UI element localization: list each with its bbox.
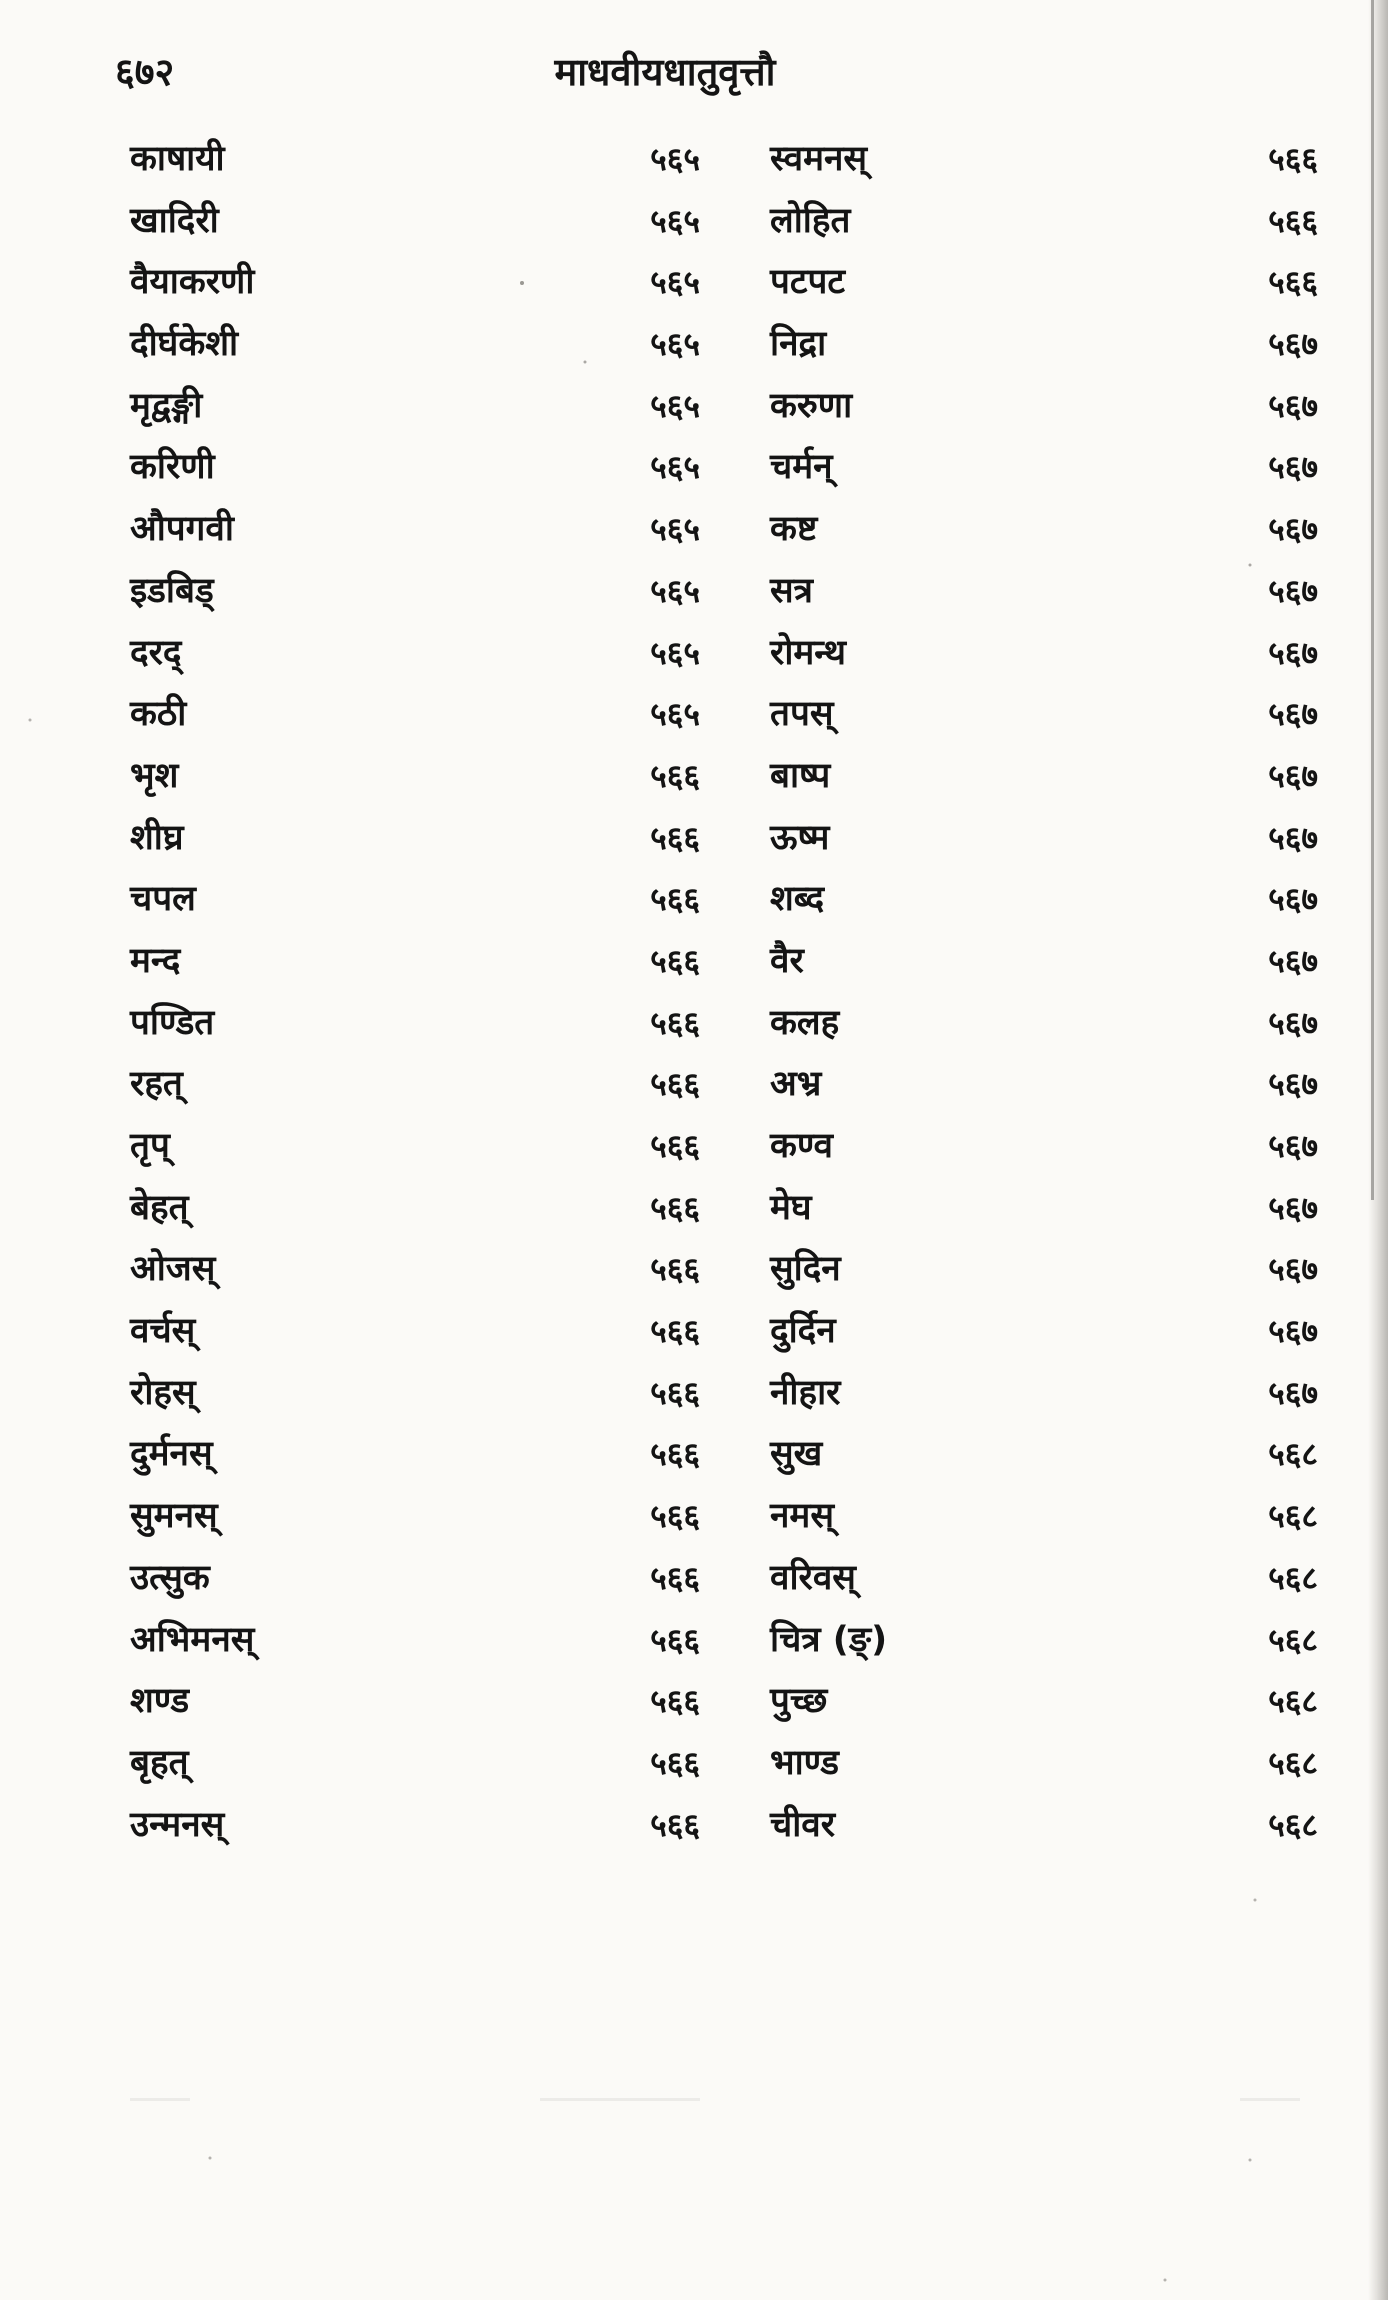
entry-page: ५६८ xyxy=(1268,1743,1318,1782)
entry-page: ५६५ xyxy=(650,140,700,178)
index-entry xyxy=(130,1798,700,1860)
entry-word: भाण्ड xyxy=(770,1742,840,1783)
entry-word: तपस् xyxy=(770,694,834,735)
entry-word: पुच्छ xyxy=(770,1681,828,1722)
entry-page: ५६६ xyxy=(650,1497,700,1536)
index-entry xyxy=(770,194,1330,256)
index-column-left xyxy=(130,132,700,1859)
index-entry xyxy=(770,687,1330,749)
index-entry xyxy=(130,1242,700,1304)
entry-word: चीवर xyxy=(770,1804,836,1845)
entry-word: बृहत् xyxy=(130,1742,189,1783)
entry-word: मन्द xyxy=(130,940,181,981)
index-entry xyxy=(130,1736,700,1798)
entry-word: नमस् xyxy=(770,1496,835,1537)
entry-page: ५६६ xyxy=(650,1435,700,1474)
entry-word: उत्सुक xyxy=(130,1557,210,1598)
entry-word: करुणा xyxy=(770,385,853,426)
index-entry xyxy=(770,1489,1330,1551)
index-entry xyxy=(130,1366,700,1428)
entry-word: शब्द xyxy=(770,879,825,920)
index-entry xyxy=(770,440,1330,502)
entry-page: ५६५ xyxy=(650,510,700,549)
index-entry xyxy=(130,379,700,441)
index-entry xyxy=(130,1427,700,1489)
entry-page: ५६७ xyxy=(1268,325,1318,364)
page-number: ६७२ xyxy=(115,50,175,94)
entry-word: रोहस् xyxy=(130,1372,196,1413)
entry-page: ५६६ xyxy=(650,1250,700,1289)
entry-word: पटपट xyxy=(770,262,846,303)
entry-page: ५६७ xyxy=(1268,1188,1318,1227)
page-header xyxy=(0,45,1360,125)
entry-word: कलह xyxy=(770,1002,840,1043)
index-entry xyxy=(130,1613,700,1675)
entry-word: अभ्र xyxy=(770,1064,822,1105)
entry-word: वरिवस् xyxy=(770,1557,856,1598)
index-entry xyxy=(770,502,1330,564)
index-entry xyxy=(770,626,1330,688)
entry-page: ५६७ xyxy=(1268,1065,1318,1104)
entry-page: ५६८ xyxy=(1268,1435,1318,1474)
entry-word: सुदिन xyxy=(770,1249,841,1290)
entry-page: ५६५ xyxy=(650,633,700,672)
index-entry xyxy=(770,1242,1330,1304)
entry-page: ५६८ xyxy=(1268,1497,1318,1536)
entry-word: वर्चस् xyxy=(130,1311,196,1352)
entry-page: ५६७ xyxy=(1268,510,1318,549)
index-entry xyxy=(130,1489,700,1551)
index-entry xyxy=(770,1798,1330,1860)
running-title: माधवीयधातुवृत्तौ xyxy=(554,50,776,94)
index-entry xyxy=(130,255,700,317)
index-entry xyxy=(130,687,700,749)
index-entry xyxy=(770,1613,1330,1675)
index-entry xyxy=(130,1119,700,1181)
entry-page: ५६६ xyxy=(650,1312,700,1351)
entry-word: चपल xyxy=(130,879,196,920)
entry-page: ५६६ xyxy=(650,1743,700,1782)
entry-word: शीघ्र xyxy=(130,817,184,858)
entry-word: करिणी xyxy=(130,447,215,488)
index-entry xyxy=(130,626,700,688)
entry-page: ५६७ xyxy=(1268,1127,1318,1165)
entry-page: ५६५ xyxy=(650,201,700,240)
entry-page: ५६६ xyxy=(650,1003,700,1042)
entry-word: तृप् xyxy=(130,1126,170,1166)
index-entry xyxy=(130,1304,700,1366)
entry-page: ५६७ xyxy=(1268,386,1318,425)
entry-word: इडबिड् xyxy=(130,570,214,611)
index-entry xyxy=(130,317,700,379)
entry-page: ५६६ xyxy=(650,1620,700,1659)
entry-word: खादिरी xyxy=(130,200,219,241)
entry-page: ५६८ xyxy=(1268,1682,1318,1721)
index-entry xyxy=(130,811,700,873)
index-entry xyxy=(130,564,700,626)
index-entry xyxy=(130,1551,700,1613)
index-entry xyxy=(770,934,1330,996)
entry-page: ५६७ xyxy=(1268,880,1318,919)
entry-page: ५६६ xyxy=(1268,140,1318,178)
entry-word: सुमनस् xyxy=(130,1496,218,1537)
entry-word: लोहित xyxy=(770,200,851,241)
index-entry xyxy=(130,996,700,1058)
entry-page: ५६८ xyxy=(1268,1805,1318,1844)
entry-word: कठी xyxy=(130,694,187,735)
index-entry xyxy=(130,749,700,811)
entry-word: ओजस् xyxy=(130,1249,216,1290)
entry-word: भृश xyxy=(130,755,179,796)
entry-page: ५६७ xyxy=(1268,448,1318,487)
index-entry xyxy=(770,379,1330,441)
index-entry xyxy=(770,1736,1330,1798)
entry-page: ५६७ xyxy=(1268,818,1318,857)
entry-word: नीहार xyxy=(770,1372,841,1413)
entry-word: स्वमनस् xyxy=(770,139,868,179)
entry-page: ५६६ xyxy=(650,756,700,795)
entry-page: ५६६ xyxy=(1268,263,1318,302)
entry-page: ५६५ xyxy=(650,695,700,734)
entry-page: ५६७ xyxy=(1268,1003,1318,1042)
entry-word: निद्रा xyxy=(770,324,827,365)
index-entry xyxy=(130,872,700,934)
index-entry xyxy=(770,1057,1330,1119)
entry-word: कण्व xyxy=(770,1126,833,1166)
entry-word: सत्र xyxy=(770,570,813,611)
entry-page: ५६५ xyxy=(650,571,700,610)
index-entry xyxy=(770,1119,1330,1181)
index-entry xyxy=(770,872,1330,934)
entry-page: ५६७ xyxy=(1268,756,1318,795)
entry-word: पण्डित xyxy=(130,1002,215,1043)
index-entry xyxy=(770,1427,1330,1489)
entry-page: ५६६ xyxy=(650,1188,700,1227)
index-entry xyxy=(770,1304,1330,1366)
index-entry xyxy=(770,1551,1330,1613)
index-entry xyxy=(770,1674,1330,1736)
entry-page: ५६५ xyxy=(650,448,700,487)
entry-page: ५६७ xyxy=(1268,633,1318,672)
entry-page: ५६६ xyxy=(650,1065,700,1104)
entry-word: दुर्मनस् xyxy=(130,1434,213,1475)
entry-page: ५६७ xyxy=(1268,571,1318,610)
entry-page: ५६७ xyxy=(1268,1373,1318,1412)
entry-page: ५६७ xyxy=(1268,695,1318,734)
entry-word: वैयाकरणी xyxy=(130,262,255,303)
entry-word: अभिमनस् xyxy=(130,1619,255,1660)
index-entry xyxy=(770,564,1330,626)
entry-page: ५६५ xyxy=(650,325,700,364)
entry-page: ५६७ xyxy=(1268,941,1318,980)
entry-page: ५६८ xyxy=(1268,1620,1318,1659)
entry-word: बाष्प xyxy=(770,755,831,796)
entry-word: दुर्दिन xyxy=(770,1311,836,1352)
entry-word: वैर xyxy=(770,940,804,981)
entry-word: रहत् xyxy=(130,1064,183,1105)
entry-word: चित्र (ङ्) xyxy=(770,1619,888,1660)
index-entry xyxy=(770,749,1330,811)
entry-page: ५६६ xyxy=(650,941,700,980)
index-entry xyxy=(130,502,700,564)
entry-word: काषायी xyxy=(130,139,225,179)
entry-word: दीर्घकेशी xyxy=(130,324,239,365)
entry-page: ५६६ xyxy=(650,1373,700,1412)
index-entry xyxy=(770,1181,1330,1243)
entry-page: ५६६ xyxy=(650,818,700,857)
entry-word: मृद्वङ्गी xyxy=(130,385,203,426)
entry-page: ५६५ xyxy=(650,263,700,302)
index-entry xyxy=(770,996,1330,1058)
index-entry xyxy=(770,317,1330,379)
entry-page: ५६६ xyxy=(650,1127,700,1165)
index-entry xyxy=(130,934,700,996)
index-entry xyxy=(770,255,1330,317)
index-entry xyxy=(130,1181,700,1243)
entry-word: ऊष्म xyxy=(770,817,830,858)
index-entry xyxy=(770,132,1330,194)
entry-word: दरद् xyxy=(130,632,182,673)
entry-page: ५६८ xyxy=(1268,1558,1318,1597)
entry-word: औपगवी xyxy=(130,509,234,550)
entry-page: ५६६ xyxy=(650,1558,700,1597)
entry-word: सुख xyxy=(770,1434,823,1475)
entry-page: ५६७ xyxy=(1268,1250,1318,1289)
entry-page: ५६६ xyxy=(1268,201,1318,240)
index-entry xyxy=(130,132,700,194)
entry-word: रोमन्थ xyxy=(770,632,847,673)
entry-page: ५६६ xyxy=(650,1682,700,1721)
entry-word: शण्ड xyxy=(130,1681,190,1722)
entry-word: चर्मन् xyxy=(770,447,833,488)
index-column-right xyxy=(770,132,1330,1859)
entry-page: ५६७ xyxy=(1268,1312,1318,1351)
entry-page: ५६५ xyxy=(650,386,700,425)
entry-word: बेहत् xyxy=(130,1187,189,1228)
index-entry xyxy=(770,811,1330,873)
index-entry xyxy=(130,194,700,256)
entry-word: कष्ट xyxy=(770,509,818,550)
entry-word: मेघ xyxy=(770,1187,812,1228)
index-entry xyxy=(770,1366,1330,1428)
entry-page: ५६६ xyxy=(650,880,700,919)
entry-word: उन्मनस् xyxy=(130,1804,225,1845)
index-entry xyxy=(130,1674,700,1736)
entry-page: ५६६ xyxy=(650,1805,700,1844)
index-entry xyxy=(130,1057,700,1119)
index-entry xyxy=(130,440,700,502)
